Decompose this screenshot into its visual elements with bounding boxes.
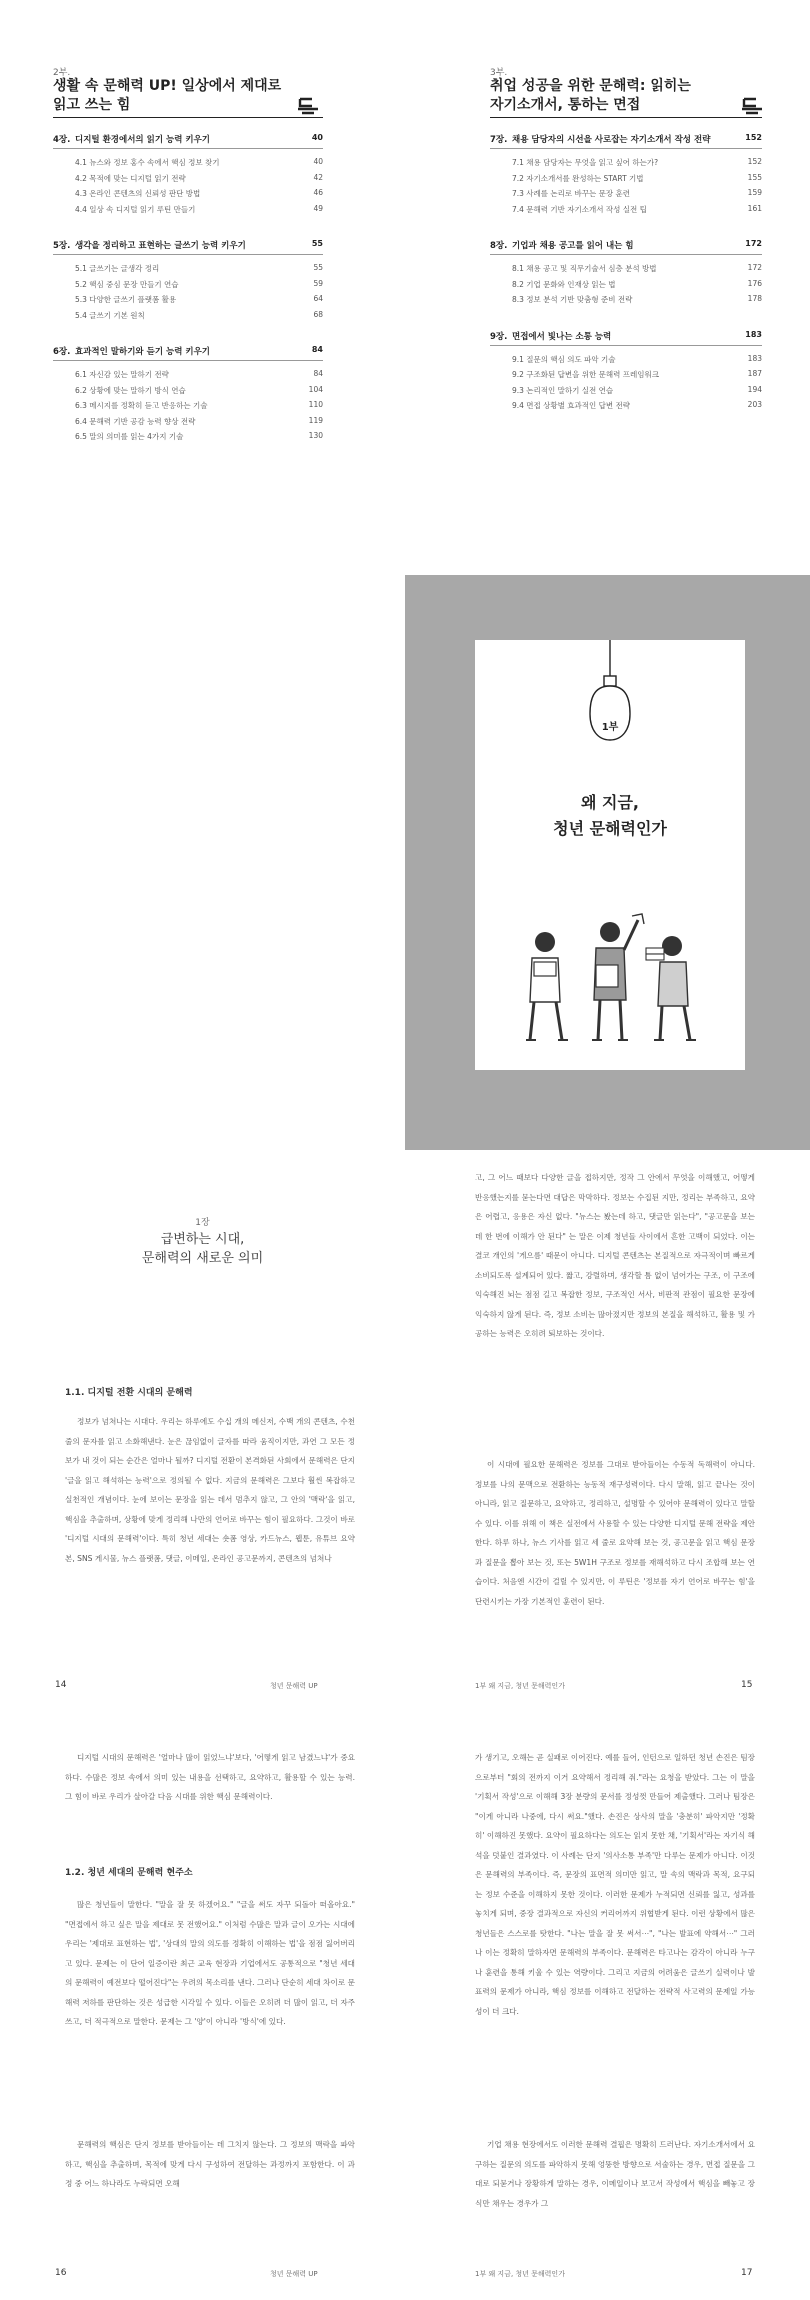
toc-section-page: 176 [747,278,762,288]
toc-section-row [490,157,762,170]
toc-section-page: 104 [308,384,323,394]
toc-chapter-number: 6장. [53,347,71,357]
toc-section-page: 55 [313,263,323,272]
title-rule [490,117,762,118]
toc-section-row [490,400,762,413]
toc-section-row [490,294,762,307]
part-badge-icon [296,95,320,117]
toc-section-row [490,263,762,276]
toc-section-row [490,354,762,367]
toc-section-page: 119 [308,415,323,425]
toc-section-row [490,204,762,217]
running-title: 청년 문해력 UP [270,1682,318,1690]
toc-chapter-rule [53,148,323,149]
toc-section-page: 64 [313,294,323,303]
toc-section-page: 84 [313,369,323,378]
toc-chapter-page: 172 [745,239,762,248]
toc-section-page: 155 [747,172,762,182]
toc-chapter-label: 채용 담당자의 시선을 사로잡는 자기소개서 작성 전략 [512,135,711,145]
running-title: 1부 왜 지금, 청년 문해력인가 [475,2270,565,2278]
part-title-line-2: 읽고 쓰는 힘 [53,97,131,113]
toc-section-row [53,157,323,170]
toc-section-row [490,173,762,186]
body-paragraph: 기업 채용 현장에서도 이러한 문해력 결핍은 명확히 드러난다. 자기소개서에서 요구하는 질문의 의도를 파악하지 못해 엉뚱한 방향으로 서술하는 경우, 면접 질문을 그대로 되묻거나 장황하게 말하는 경우, 이메일이나 보고서 작성에서 핵심을 빼놓고 장식만 채우는 경우가 그 [475,2140,755,2208]
toc-section-row [53,294,323,307]
toc-section-page: 152 [747,157,762,166]
toc-section-page: 40 [313,157,323,166]
toc-section-title: 6.3 메시지를 정확히 듣고 반응하는 기술 [75,401,208,410]
toc-chapter-page: 183 [745,329,762,339]
toc-section-row [53,310,323,323]
toc-chapter-rule [53,254,323,255]
toc-section-title: 6.5 말의 의미를 읽는 4가지 기술 [75,432,184,441]
toc-chapter-title [53,239,246,251]
toc-section-row [53,188,323,201]
chapter-label: 1장 [195,1218,210,1228]
toc-section-title: 6.4 문해력 기반 공감 능력 향상 전략 [75,416,196,426]
toc-section-page: 178 [747,294,762,303]
toc-chapter-rule [490,345,762,346]
body-paragraph: 정보가 넘쳐나는 시대다. 우리는 하루에도 수십 개의 메신저, 수백 개의 콘텐츠, 수천 줄의 문자를 읽고 소화해낸다. 눈은 끊임없이 글자를 따라 움직이지만, 과연 그 모든 정보가 내 것이 되는 순간은 얼마나 될까? 디지털 전환이 본격화된 사회에서 문해력은 단지 '글을 읽고 해석하는 능력'으로 정의될 수 없다. 지금의 문해력은 그보다 훨씬 복잡하고 실천적인 개념이다. 눈에 보이는 문장을 읽는 데서 멈추지 않고, 그 안의 '맥락'을 읽고, 핵심을 추출하며, 상황에 맞게 정리해 나만의 언어로 바꾸는 힘이 필요하다. 그것이 바로 '디지털 시대의 문해력'이다. 특히 청년 세대는 숏폼 영상, 카드뉴스, 웹툰, 유튜브 요약본, SNS 게시물, 뉴스 플랫폼, 댓글, 이메일, 온라인 공고문까지, 콘텐츠의 넘쳐나 [65,1417,355,1563]
toc-chapter-row [490,133,762,147]
toc-section-title: 5.1 글쓰기는 글생각 정리 [75,264,160,273]
toc-section-title: 9.3 논리적인 말하기 실전 연습 [512,385,614,395]
toc-section-title: 7.1 채용 담당자는 무엇을 읽고 싶어 하는가? [512,158,659,167]
toc-section-row [53,400,323,413]
toc-section-title: 6.2 상황에 맞는 말하기 방식 연습 [75,385,186,395]
page-number: 17 [741,2268,753,2278]
toc-section-title: 8.2 기업 문화와 인재상 읽는 법 [512,279,616,289]
toc-right-page [460,55,770,495]
toc-section-title: 8.1 채용 공고 및 직무기술서 심층 분석 방법 [512,264,657,273]
toc-section-row [53,431,323,444]
toc-chapter-number: 9장. [490,331,508,342]
section-heading: 1.2. 청년 세대의 문해력 현주소 [65,1868,193,1878]
page-16 [0,1730,405,2300]
chapter-title-line-2: 문해력의 새로운 의미 [141,1251,264,1266]
toc-chapter-label: 면접에서 빛나는 소통 능력 [512,331,612,342]
toc-chapter-rule [490,254,762,255]
toc-section-row [490,188,762,201]
toc-section-page: 183 [747,353,762,363]
toc-chapter-page: 55 [311,239,323,248]
toc-section-title: 7.2 자기소개서를 완성하는 START 기법 [512,173,644,183]
toc-chapter-title [490,239,634,251]
toc-chapter-page: 84 [311,345,323,354]
toc-chapter-title [53,345,210,357]
toc-chapter-page: 152 [745,133,762,142]
toc-section-title: 4.1 뉴스와 정보 홍수 속에서 핵심 정보 찾기 [75,158,220,167]
toc-section-page: 110 [308,400,323,409]
cover-card [475,640,745,1070]
toc-section-page: 46 [313,188,323,197]
page-15 [405,1150,810,1710]
body-paragraph: 고, 그 어느 때보다 다양한 글을 접하지만, 정작 그 안에서 무엇을 이해했고, 어떻게 반응했는지를 묻는다면 대답은 막막하다. 정보는 수집된 지만, 정리는 부족하고, 요약은 어렵고, 응용은 자신 없다. "뉴스는 봤는데 하고, 댓글만 읽는다", "공고문을 보는데 한 번에 이해가 안 된다" 는 말은 이제 청년들 사이에서 흔한 고백이 되었다. 이는 결코 개인의 '게으름' 때문이 아니다. 디지털 콘텐츠는 본질적으로 자극적이며 빠르게 소비되도록 설계되어 있다. 짧고, 강렬하며, 생각할 틈 없이 넘어가는 구조, 이 구조에 익숙해진 뇌는 점점 길고 복잡한 정보, 구조적인 서사, 비판적 관점이 필요한 문장에 익숙하지 않게 된다. 즉, 정보 소비는 많아졌지만 정보의 본질을 해석하고, 활용 및 가공하는 능력은 오히려 퇴보하는 것이다. [475,1173,755,1338]
toc-section-title: 7.3 사례를 논리로 바꾸는 문장 훈련 [512,189,631,198]
toc-section-title: 9.4 면접 상황별 효과적인 답변 전략 [512,401,631,410]
toc-chapter-page: 40 [311,133,323,142]
toc-chapter-row [53,133,323,147]
toc-section-row [53,173,323,186]
toc-section-page: 49 [313,203,323,213]
part-title-line-2: 자기소개서, 통하는 면접 [490,97,641,113]
toc-chapter-row [490,239,762,253]
part-title [53,77,293,115]
toc-chapter-number: 5장. [53,241,71,251]
toc-section-page: 172 [747,263,762,272]
part-badge-icon [740,95,764,117]
toc-section-row [53,416,323,429]
toc-section-page: 161 [747,203,762,213]
cover-title-line-2: 청년 문해력인가 [553,819,667,838]
toc-chapter-label: 디지털 환경에서의 읽기 능력 키우기 [75,135,211,145]
part-title-line-1: 생활 속 문해력 UP! 일상에서 제대로 [53,78,282,94]
body-paragraph: 문해력의 핵심은 단지 정보를 받아들이는 데 그치지 않는다. 그 정보의 맥락을 파악하고, 핵심을 추출하며, 목적에 맞게 다시 구성하여 전달하는 과정까지 포함한다. 이 과정 중 어느 하나라도 누락되면 오해 [65,2140,355,2188]
toc-section-row [53,369,323,382]
part-title [490,77,740,115]
toc-section-page: 68 [313,309,323,319]
part-label: 2부. [53,68,71,78]
toc-section-title: 4.3 온라인 콘텐츠의 신뢰성 판단 방법 [75,189,201,198]
chapter-title-line-1: 급변하는 시대, [160,1232,245,1247]
toc-section-row [53,204,323,217]
lightbulb-icon [580,640,640,750]
part-number-badge: 1부 [601,722,619,733]
toc-section-row [53,279,323,292]
toc-section-row [53,263,323,276]
toc-section-page: 159 [747,188,762,197]
toc-section-page: 42 [313,172,323,182]
page-number: 16 [55,2268,67,2278]
toc-section-page: 59 [313,278,323,288]
section-heading: 1.1. 디지털 전환 시대의 문해력 [65,1388,193,1398]
toc-section-page: 130 [308,431,323,440]
running-title: 1부 왜 지금, 청년 문해력인가 [475,1682,565,1690]
toc-section-title: 4.2 목적에 맞는 디지털 읽기 전략 [75,173,186,183]
toc-section-title: 9.2 구조화된 답변을 위한 문해력 프레임워크 [512,370,660,379]
toc-section-title: 5.4 글쓰기 기본 원칙 [75,310,145,320]
toc-section-page: 203 [747,400,762,409]
toc-chapter-title [490,133,710,145]
toc-chapter-title [53,133,210,145]
cover-title [475,790,745,842]
toc-chapter-label: 기업과 채용 공고를 읽어 내는 힘 [512,241,634,251]
page-17 [405,1730,810,2300]
part-label: 3부. [490,68,508,78]
toc-section-page: 187 [747,369,762,378]
body-paragraph: 이 시대에 필요한 문해력은 정보를 그대로 받아들이는 수동적 독해력이 아니다. 정보를 나의 문맥으로 전환하는 능동적 재구성력이다. 다시 말해, 읽고 끝나는 것이 아니라, 읽고 질문하고, 요약하고, 정리하고, 설명할 수 있어야 문해력이 있다고 말할 수 있다. 이를 위해 이 책은 실전에서 사용할 수 있는 다양한 디지털 문해 전략을 제안한다. 하루 하나, 뉴스 기사를 읽고 세 줄로 요약해 보는 것, 공고문을 읽고 핵심 문장과 질문을 뽑아 보는 것, 또는 5W1H 구조로 정보를 재해석하고 다시 조합해 보는 연습이다. 처음엔 시간이 걸릴 수 있지만, 이 루틴은 '정보를 자기 언어로 바꾸는 힘'을 단련시키는 가장 기본적인 훈련이 된다. [475,1460,755,1606]
toc-section-title: 5.3 다양한 글쓰기 플랫폼 활용 [75,295,177,304]
toc-chapter-title [490,330,611,342]
body-paragraph: 가 생기고, 오해는 곧 실패로 이어진다. 예를 들어, 인턴으로 일하던 청년 손진은 팀장으로부터 "회의 전까지 이거 요약해서 정리해 줘."라는 요청을 받았다. 그는 이 말을 '기획서 작성'으로 이해해 3장 분량의 문서를 정성껏 만들어 제출했다. 그러나 팀장은 "이게 아니라 나중에, 다시 써요."했다. 손진은 상사의 말을 '충분히' 파악지만 '정확히' 이해하진 못했다. 요약이 필요하다는 의도는 읽지 못한 채, '기획서'라는 자기식 해석을 덧붙인 결과였다. 이 사례는 단지 '의사소통 부족'만 다루는 문제가 아니다. 이것은 문해력의 부족이다. 즉, 문장의 표면적 의미만 읽고, 말 속의 맥락과 목적, 요구되는 정보 수준을 이해하지 못한 것이다. 이러한 문제가 누적되면 신뢰를 잃고, 성과를 놓치게 되며, 중장 결과적으로 자신의 커리어까지 위협받게 된다. 이런 상황에서 많은 청년들은 스스로를 탓한다. "나는 말을 잘 못 써서⋯", "나는 발표에 약해서⋯" 그러나 이는 정확히 말하자면 문해력의 부족이다. 문해력은 타고나는 감각이 아니라 누구나 훈련을 통해 키울 수 있는 역량이다. 그리고 지금의 어려움은 글쓰기 실력이나 발표력의 문제가 아니라, 핵심 정보를 이해하고 전달하는 전략적 사고력의 문제일 가능성이 더 크다. [475,1753,755,2016]
toc-chapter-number: 7장. [490,135,508,145]
toc-chapter-rule [490,148,762,149]
toc-chapter-rule [53,360,323,361]
toc-chapter-row [53,239,323,253]
body-paragraph: 많은 청년들이 말한다. "말을 잘 못 하겠어요." "글을 써도 자꾸 되돌아 떠올아요." "면접에서 하고 싶은 말을 제대로 못 전했어요." 이처럼 수많은 말과 글이 오가는 시대에 우리는 '제대로 표현하는 법', '상대의 말의 의도를 정확히 이해하는 법'을 점점 잃어버리고 있다. 문제는 이 단어 일증이란 최근 교육 현장과 기업에서도 공통적으로 "청년 세대의 문해력이 예전보다 떨어진다"는 우려의 목소리를 낸다. 그러나 단순히 세대 차이로 문해력 저하를 판단하는 것은 성급한 시각일 수 있다. 이들은 오히려 더 많이 읽고, 더 자주 쓰고, 더 적극적으로 말한다. 문제는 그 '양'이 아니라 '방식'에 있다. [65,1900,355,2026]
toc-section-title: 7.4 문해력 기반 자기소개서 작성 실전 팁 [512,204,647,214]
page-14 [0,1150,405,1710]
people-illustration [510,910,710,1050]
part-cover [405,575,810,1150]
part-title-line-1: 취업 성공을 위한 문해력: 읽히는 [490,78,691,94]
toc-section-row [53,385,323,398]
toc-section-title: 8.3 정보 분석 기반 맞춤형 준비 전략 [512,295,633,304]
toc-section-title: 5.2 핵심 중심 문장 만들기 연습 [75,279,179,289]
page-number: 14 [55,1680,67,1690]
toc-section-title: 4.4 일상 속 디지털 읽기 루틴 만들기 [75,204,196,214]
title-rule [53,117,323,118]
toc-chapter-row [53,345,323,359]
cover-title-line-1: 왜 지금, [580,793,640,812]
toc-chapter-number: 4장. [53,135,71,145]
toc-chapter-label: 생각을 정리하고 표현하는 글쓰기 능력 키우기 [75,241,246,251]
toc-section-row [490,369,762,382]
chapter-title [0,1230,405,1268]
body-paragraph: 디지털 시대의 문해력은 '얼마나 많이 읽었느냐'보다, '어떻게 읽고 남겼느냐'가 중요하다. 수많은 정보 속에서 의미 있는 내용을 선택하고, 요약하고, 활용할 수 있는 능력. 그 힘이 바로 우리가 살아갈 다음 시대를 위한 핵심 문해력이다. [65,1753,355,1801]
toc-left-page [28,55,328,495]
page-number: 15 [741,1680,753,1690]
toc-section-title: 9.1 질문의 핵심 의도 파악 기술 [512,354,616,364]
toc-section-row [490,385,762,398]
toc-section-row [490,279,762,292]
toc-chapter-number: 8장. [490,241,508,251]
toc-section-page: 194 [747,384,762,394]
toc-chapter-row [490,330,762,344]
toc-chapter-label: 효과적인 말하기와 듣기 능력 키우기 [75,347,211,357]
toc-section-title: 6.1 자신감 있는 말하기 전략 [75,370,169,379]
running-title: 청년 문해력 UP [270,2270,318,2278]
